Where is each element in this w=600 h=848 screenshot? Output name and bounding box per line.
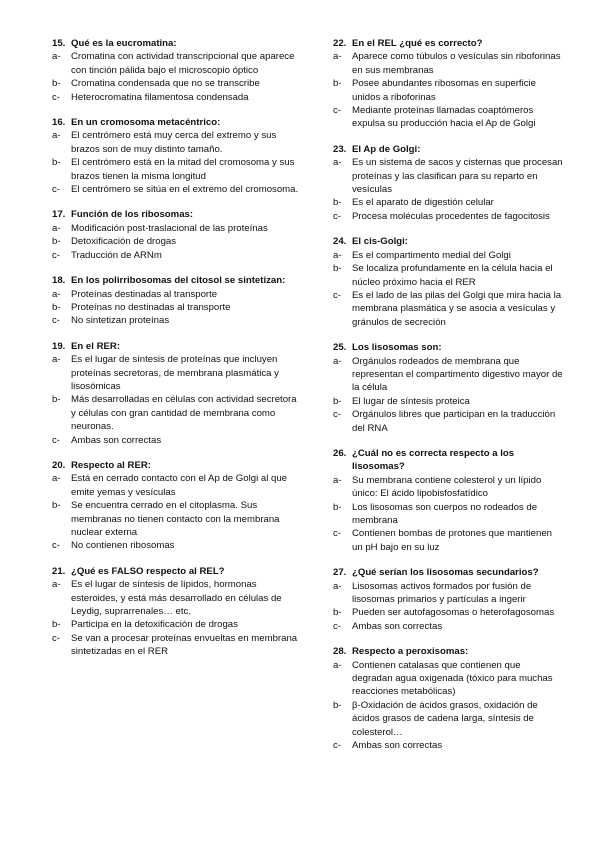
option-letter: c- xyxy=(333,620,341,632)
option-letter: b- xyxy=(333,501,342,513)
question-heading xyxy=(52,208,302,221)
option-text: Más desarrolladas en células con actividad secretora y células con gran cantidad de membrana como neuronas. xyxy=(71,394,297,433)
option-text: Es el aparato de digestión celular xyxy=(352,197,494,209)
answer-option xyxy=(333,262,563,289)
option-text: No sintetizan proteínas xyxy=(71,315,170,327)
option-text: Ambas son correctas xyxy=(352,620,443,632)
option-letter: b- xyxy=(52,301,61,313)
option-text: Su membrana contiene colesterol y un lípido único: El ácido lipobisfosfatídico xyxy=(352,474,542,500)
option-letter: b- xyxy=(52,500,61,512)
option-text: Cromatina condensada que no se transcribe xyxy=(71,78,260,90)
option-letter: a- xyxy=(333,659,342,671)
question-text: El cis-Golgi: xyxy=(352,236,408,248)
option-letter: b- xyxy=(333,395,342,407)
question-text: ¿Cuál no es correcta respecto a los lisosomas? xyxy=(352,447,515,473)
question-text: Respecto a peroxisomas: xyxy=(352,646,469,658)
option-text: Es el lado de las pilas del Golgi que mira hacia la membrana plasmática y se asocia a vesículas y gránulos de secreción xyxy=(352,289,562,328)
question-heading xyxy=(333,37,563,50)
option-letter: a- xyxy=(333,51,342,63)
question-text: Función de los ribosomas: xyxy=(71,209,194,221)
question-text: ¿Qué es FALSO respecto al REL? xyxy=(71,565,225,577)
option-letter: c- xyxy=(333,105,341,117)
option-letter: a- xyxy=(52,579,61,591)
option-text: Es el lugar de síntesis de proteínas que incluyen proteínas secretoras, de membrana plasmática y lisosómicas xyxy=(71,354,279,392)
question-block xyxy=(52,208,302,262)
question-number: 27. xyxy=(333,567,347,579)
question-heading xyxy=(52,340,302,353)
question-text: Qué es la eucromatina: xyxy=(71,38,177,49)
question-heading xyxy=(333,645,563,658)
answer-option xyxy=(333,77,563,104)
option-letter: b- xyxy=(333,699,342,711)
option-text: Contienen catalasas que contienen que degradan agua oxigenada (tóxico para muchas reacciones metabólicas) xyxy=(352,659,553,698)
option-letter: a- xyxy=(333,355,342,367)
answer-option xyxy=(333,196,563,209)
answer-option xyxy=(52,91,302,104)
option-letter: c- xyxy=(52,540,60,552)
answer-option xyxy=(52,288,302,301)
option-text: Orgánulos rodeados de membrana que representan el compartimento digestivo mayor de la célula xyxy=(352,355,563,394)
option-text: Pueden ser autofagosomas o heterofagosomas xyxy=(352,607,555,619)
option-text: El centrómero se sitúa en el extremo del cromosoma. xyxy=(71,184,299,196)
option-text: Orgánulos libres que participan en la traducción del RNA xyxy=(352,409,556,434)
option-letter: a- xyxy=(52,51,61,63)
answer-option xyxy=(52,499,302,539)
question-number: 21. xyxy=(52,565,66,577)
answer-option xyxy=(333,527,563,554)
option-text: Ambas son correctas xyxy=(71,434,162,446)
question-heading xyxy=(333,566,563,579)
question-number: 26. xyxy=(333,447,347,459)
option-letter: c- xyxy=(52,632,60,644)
question-heading xyxy=(333,143,563,156)
answer-option xyxy=(52,353,302,393)
option-letter: a- xyxy=(52,288,61,300)
option-letter: b- xyxy=(333,197,342,209)
option-text: No contienen ribosomas xyxy=(71,540,175,552)
answer-option xyxy=(52,393,302,433)
option-letter: c- xyxy=(52,315,60,327)
answer-option xyxy=(52,314,302,327)
question-number: 25. xyxy=(333,342,347,354)
answer-option xyxy=(52,50,302,77)
question-block xyxy=(333,566,563,633)
question-block xyxy=(52,565,302,659)
option-text: Es un sistema de sacos y cisternas que procesan proteínas y las clasifican para su reparto en vesículas xyxy=(352,157,563,196)
question-block xyxy=(333,341,563,435)
option-letter: c- xyxy=(333,409,341,421)
answer-option xyxy=(333,210,563,223)
option-text: Se van a procesar proteínas envueltas en membrana sintetizadas en el RER xyxy=(71,632,298,658)
option-text: Traducción de ARNm xyxy=(71,249,162,261)
question-number: 17. xyxy=(52,209,66,221)
option-letter: c- xyxy=(333,289,341,301)
answer-option xyxy=(333,580,563,607)
option-letter: c- xyxy=(52,434,60,446)
question-block xyxy=(52,274,302,328)
option-text: Mediante proteínas llamadas coaptómeros expulsa su producción hacia el Ap de Golgi xyxy=(352,105,536,130)
answer-option xyxy=(333,501,563,528)
answer-option xyxy=(333,50,563,77)
option-letter: c- xyxy=(333,210,341,222)
option-text: Aparece como túbulos o vesículas sin riboforinas en sus membranas xyxy=(352,51,561,76)
question-heading xyxy=(333,235,563,248)
option-letter: a- xyxy=(333,157,342,169)
option-letter: a- xyxy=(52,473,61,485)
option-text: Lisosomas activos formados por fusión de lisosomas primarios y partículas a ingerir xyxy=(352,580,532,606)
answer-option xyxy=(333,620,563,633)
option-letter: b- xyxy=(333,263,342,275)
option-letter: a- xyxy=(333,474,342,486)
option-text: Posee abundantes ribosomas en superficie unidos a riboforinas xyxy=(352,78,536,103)
answer-option xyxy=(52,183,302,196)
question-text: En los polirribosomas del citosol se sintetizan: xyxy=(71,275,286,287)
question-text: Los lisosomas son: xyxy=(352,342,442,354)
question-text: En el REL ¿qué es correcto? xyxy=(352,38,483,49)
question-heading xyxy=(52,565,302,578)
question-number: 19. xyxy=(52,340,66,352)
question-text: Respecto al RER: xyxy=(71,459,151,471)
option-text: Es el compartimento medial del Golgi xyxy=(352,249,511,261)
question-block xyxy=(52,459,302,553)
option-letter: b- xyxy=(52,394,61,406)
option-text: Heterocromatina filamentosa condensada xyxy=(71,91,249,103)
answer-option xyxy=(52,472,302,499)
question-number: 24. xyxy=(333,236,347,248)
option-text: Está en cerrado contacto con el Ap de Golgi al que emite yemas y vesículas xyxy=(71,473,287,498)
option-letter: b- xyxy=(333,607,342,619)
option-text: Los lisosomas son cuerpos no rodeados de membrana xyxy=(352,501,538,526)
question-heading xyxy=(333,447,563,474)
answer-option xyxy=(333,289,563,329)
answer-option xyxy=(333,739,563,752)
answer-option xyxy=(333,699,563,739)
question-number: 15. xyxy=(52,38,66,49)
question-heading xyxy=(52,274,302,287)
answer-option xyxy=(52,235,302,248)
option-text: Participa en la detoxificación de drogas xyxy=(71,619,238,631)
question-block xyxy=(333,235,563,329)
option-letter: c- xyxy=(333,528,341,540)
answer-option xyxy=(333,355,563,395)
answer-option xyxy=(333,249,563,262)
option-letter: a- xyxy=(52,354,61,366)
question-block xyxy=(333,37,563,131)
option-letter: c- xyxy=(52,249,60,261)
answer-option xyxy=(52,301,302,314)
option-letter: b- xyxy=(52,157,61,169)
option-text: Se encuentra cerrado en el citoplasma. Sus membranas no tienen contacto con la membrana nuclear externa xyxy=(71,500,280,538)
question-number: 28. xyxy=(333,646,347,658)
option-letter: c- xyxy=(52,184,60,196)
option-text: Ambas son correctas xyxy=(352,740,443,752)
question-number: 20. xyxy=(52,459,66,471)
option-text: Contienen bombas de protones que mantienen un pH bajo en su luz xyxy=(352,528,553,553)
answer-option xyxy=(52,249,302,262)
answer-option xyxy=(52,539,302,552)
question-number: 18. xyxy=(52,275,66,287)
question-block xyxy=(333,447,563,554)
answer-option xyxy=(333,156,563,196)
answer-option xyxy=(52,222,302,235)
option-letter: c- xyxy=(52,91,60,103)
option-text: Se localiza profundamente en la célula hacia el núcleo próximo hacia el RER xyxy=(352,263,553,288)
question-heading xyxy=(52,37,302,50)
question-block xyxy=(333,143,563,223)
answer-option xyxy=(52,578,302,618)
question-number: 16. xyxy=(52,117,66,129)
answer-option xyxy=(333,104,563,131)
answer-option xyxy=(52,156,302,183)
answer-option xyxy=(333,659,563,699)
option-letter: b- xyxy=(333,78,342,90)
question-block xyxy=(52,116,302,196)
option-text: El centrómero está muy cerca del extremo y sus brazos son de muy distinto tamaño. xyxy=(71,130,277,155)
question-text: ¿Qué serían los lisosomas secundarios? xyxy=(352,567,539,579)
option-text: El lugar de síntesis proteica xyxy=(352,395,470,407)
option-text: Detoxificación de drogas xyxy=(71,236,177,248)
option-text: Modificación post-traslacional de las proteínas xyxy=(71,222,268,234)
option-text: Procesa moléculas procedentes de fagocitosis xyxy=(352,210,550,222)
answer-option xyxy=(333,474,563,501)
answer-option xyxy=(52,129,302,156)
right-column xyxy=(333,37,563,765)
answer-option xyxy=(52,77,302,90)
question-text: En un cromosoma metacéntrico: xyxy=(71,117,221,129)
answer-option xyxy=(333,606,563,619)
option-text: Proteínas no destinadas al transporte xyxy=(71,301,231,313)
question-text: El Ap de Golgi: xyxy=(352,143,421,155)
question-heading xyxy=(52,116,302,129)
answer-option xyxy=(52,632,302,659)
answer-option xyxy=(52,618,302,631)
question-number: 22. xyxy=(333,38,347,49)
question-block xyxy=(52,37,302,104)
option-letter: b- xyxy=(52,78,61,90)
option-letter: c- xyxy=(333,740,341,752)
option-letter: a- xyxy=(52,130,61,142)
option-text: Es el lugar de síntesis de lípidos, hormonas esteroides, y está más desarrollado en células de Leydig, suprarrenales… etc. xyxy=(71,579,282,618)
question-block xyxy=(333,645,563,752)
question-block xyxy=(52,340,302,447)
option-text: Cromatina con actividad transcripcional que aparece con tinción pálida bajo el microscopio óptico xyxy=(71,51,295,76)
option-letter: b- xyxy=(52,619,61,631)
question-heading xyxy=(333,341,563,354)
option-text: Proteínas destinadas al transporte xyxy=(71,288,218,300)
answer-option xyxy=(52,434,302,447)
option-letter: a- xyxy=(333,249,342,261)
left-column xyxy=(52,37,302,671)
option-letter: b- xyxy=(52,236,61,248)
option-text: El centrómero está en la mitad del cromosoma y sus brazos tienen la misma longitud xyxy=(71,157,295,182)
answer-option xyxy=(333,395,563,408)
question-number: 23. xyxy=(333,143,347,155)
option-letter: a- xyxy=(52,222,61,234)
answer-option xyxy=(333,408,563,435)
question-heading xyxy=(52,459,302,472)
question-text: En el RER: xyxy=(71,340,121,352)
option-text: β-Oxidación de ácidos grasos, oxidación de ácidos grasos de cadena larga, síntesis de colesterol… xyxy=(352,699,538,738)
option-letter: a- xyxy=(333,580,342,592)
